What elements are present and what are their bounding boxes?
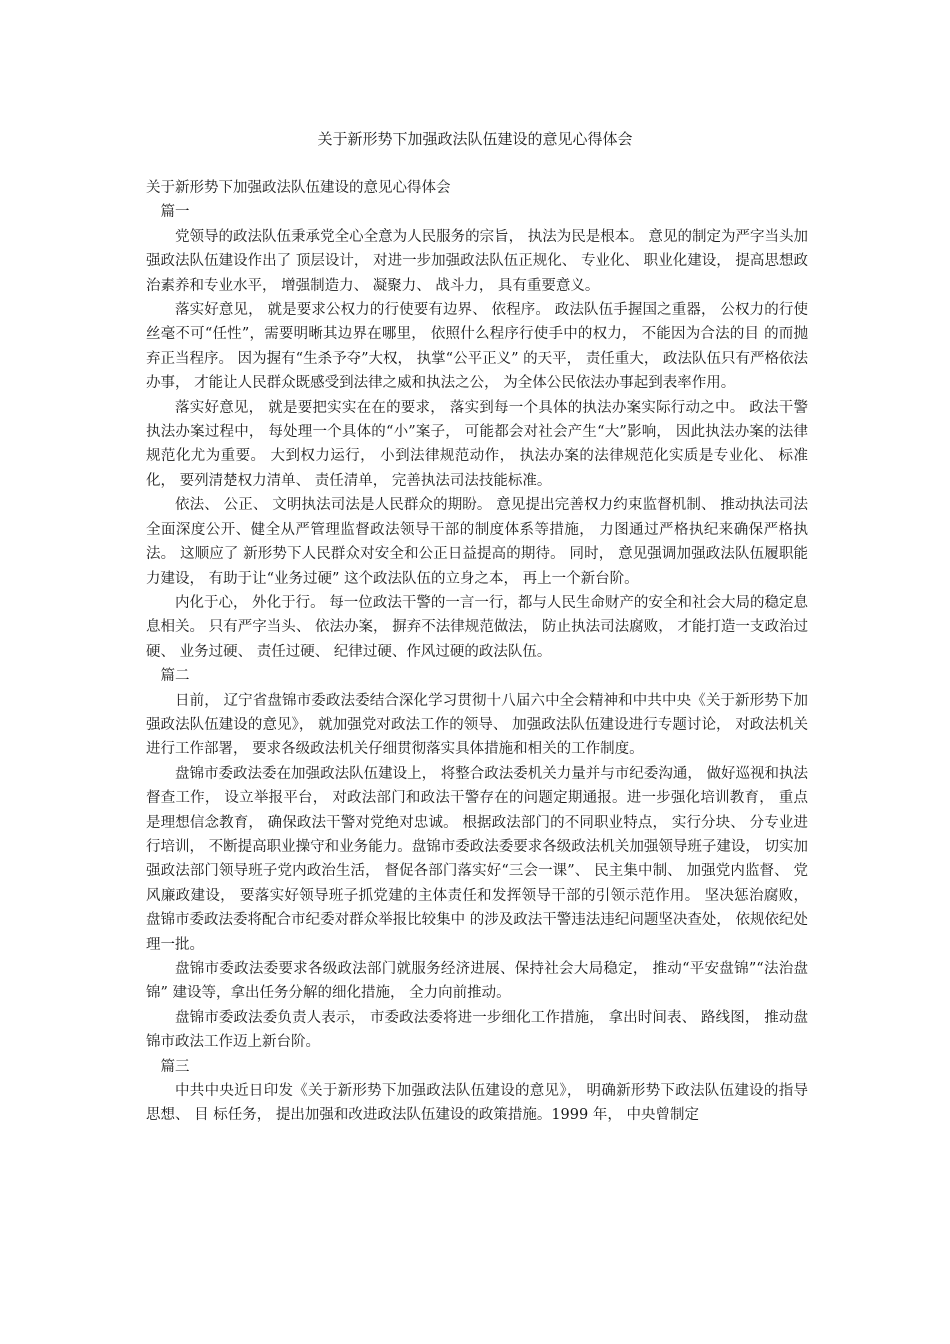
paragraph: 盘锦市委政法委要求各级政法部门就服务经济进展、保持社会大局稳定， 推动“平安盘锦”“法治盘锦” 建设等，拿出任务分解的细化措施， 全力向前推动。 (146, 961, 808, 1002)
document-body (146, 176, 808, 1128)
paragraph: 依法、 公正、 文明执法司法是人民群众的期盼。 意见提出完善权力约束监督机制、 推动执法司法全面深度公开、健全从严管理监督政法领导干部的制度体系等措施， 力图通过严格执纪来确保严格执法。 这顺应了 新形势下人民群众对安全和公正日益提高的期待。 同时， 意见强调加强政法队伍履职能力建设， 有助于让“业务过硬” 这个政法队伍的立身之本， 再上一个新台阶。 (146, 497, 808, 587)
paragraph: 落实好意见， 就是要把实实在在的要求， 落实到每一个具体的执法办案实际行动之中。 政法干警执法办案过程中， 每处理一个具体的“小”案子， 可能都会对社会产生“大”影响， 因此执法办案的法律规范化尤为重要。 大到权力运行， 小到法律规范动作， 执法办案的法律规范化实质是专业化、 标准化， 要列清楚权力清单、 责任清单， 完善执法司法技能标准。 (146, 399, 808, 489)
page-title: 关于新形势下加强政法队伍建设的意见心得体会 (317, 130, 633, 148)
document-subtitle: 关于新形势下加强政法队伍建设的意见心得体会 (146, 180, 451, 196)
paragraph: 盘锦市委政法委负责人表示， 市委政法委将进一步细化工作措施， 拿出时间表、 路线图， 推动盘锦市政法工作迈上新台阶。 (146, 1009, 808, 1051)
section-heading: 篇一 (160, 204, 190, 221)
paragraph: 落实好意见， 就是要求公权力的行使要有边界、 依程序。 政法队伍手握国之重器， 公权力的行使丝毫不可“任性”，需要明晰其边界在哪里， 依照什么程序行使手中的权力， 不能因为合法的目 的而抛弃正当程序。 因为握有“生杀予夺”大权， 执掌“公平正义” 的天平， 责任重大， 政法队伍只有严格依法办事， 才能让人民群众既感受到法律之威和执法之公， 为全体公民依法办事起到表率作用。 (146, 302, 808, 392)
paragraph: 中共中央近日印发《关于新形势下加强政法队伍建设的意见》， 明确新形势下政法队伍建设的指导思想、 目 标任务， 提出加强和改进政法队伍建设的政策措施。1999 年， 中央曾制定 (146, 1083, 808, 1124)
section-heading: 篇三 (160, 1058, 190, 1075)
paragraph: 日前， 辽宁省盘锦市委政法委结合深化学习贯彻十八届六中全会精神和中共中央《关于新形势下加强政法队伍建设的意见》， 就加强党对政法工作的领导、 加强政法队伍建设进行专题讨论， 对政法机关进行工作部署， 要求各级政法机关仔细贯彻落实具体措施和相关的工作制度。 (146, 692, 808, 758)
section-heading: 篇二 (160, 668, 190, 685)
paragraph: 内化于心， 外化于行。 每一位政法干警的一言一行，都与人民生命财产的安全和社会大局的稳定息息相关。 只有严字当头、 依法办案， 摒弃不法律规范做法， 防止执法司法腐败， 才能打造一支政治过硬、 业务过硬、 责任过硬、 纪律过硬、作风过硬的政法队伍。 (146, 594, 808, 660)
paragraph: 盘锦市委政法委在加强政法队伍建设上， 将整合政法委机关力量并与市纪委沟通， 做好巡视和执法督查工作， 设立举报平台， 对政法部门和政法干警存在的问题定期通报。进一步强化培训教育， 重点是理想信念教育， 确保政法干警对党绝对忠诚。 根据政法部门的不同职业特点， 实行分块、 分专业进行培训， 不断提高职业操守和业务能力。盘锦市委政法委要求各级政法机关加强领导班子建设， 切实加强政法部门领导班子党内政治生活， 督促各部门落实好“三会一课”、 民主集中制、 加强党内监督、 党风廉政建设， 要落实好领导班子抓党建的主体责任和发挥领导干部的引领示范作用。 坚决惩治腐败， 盘锦市委政法委将配合市纪委对群众举报比较集中 的涉及政法干警违法违纪问题坚决查处， 依规依纪处理一批。 (146, 765, 808, 953)
paragraph: 党领导的政法队伍秉承党全心全意为人民服务的宗旨， 执法为民是根本。 意见的制定为严字当头加强政法队伍建设作出了 顶层设计， 对进一步加强政法队伍正规化、 专业化、 职业化建设， 提高思想政治素养和专业水平， 增强制造力、 凝聚力、 战斗力， 具有重要意义。 (146, 228, 808, 294)
